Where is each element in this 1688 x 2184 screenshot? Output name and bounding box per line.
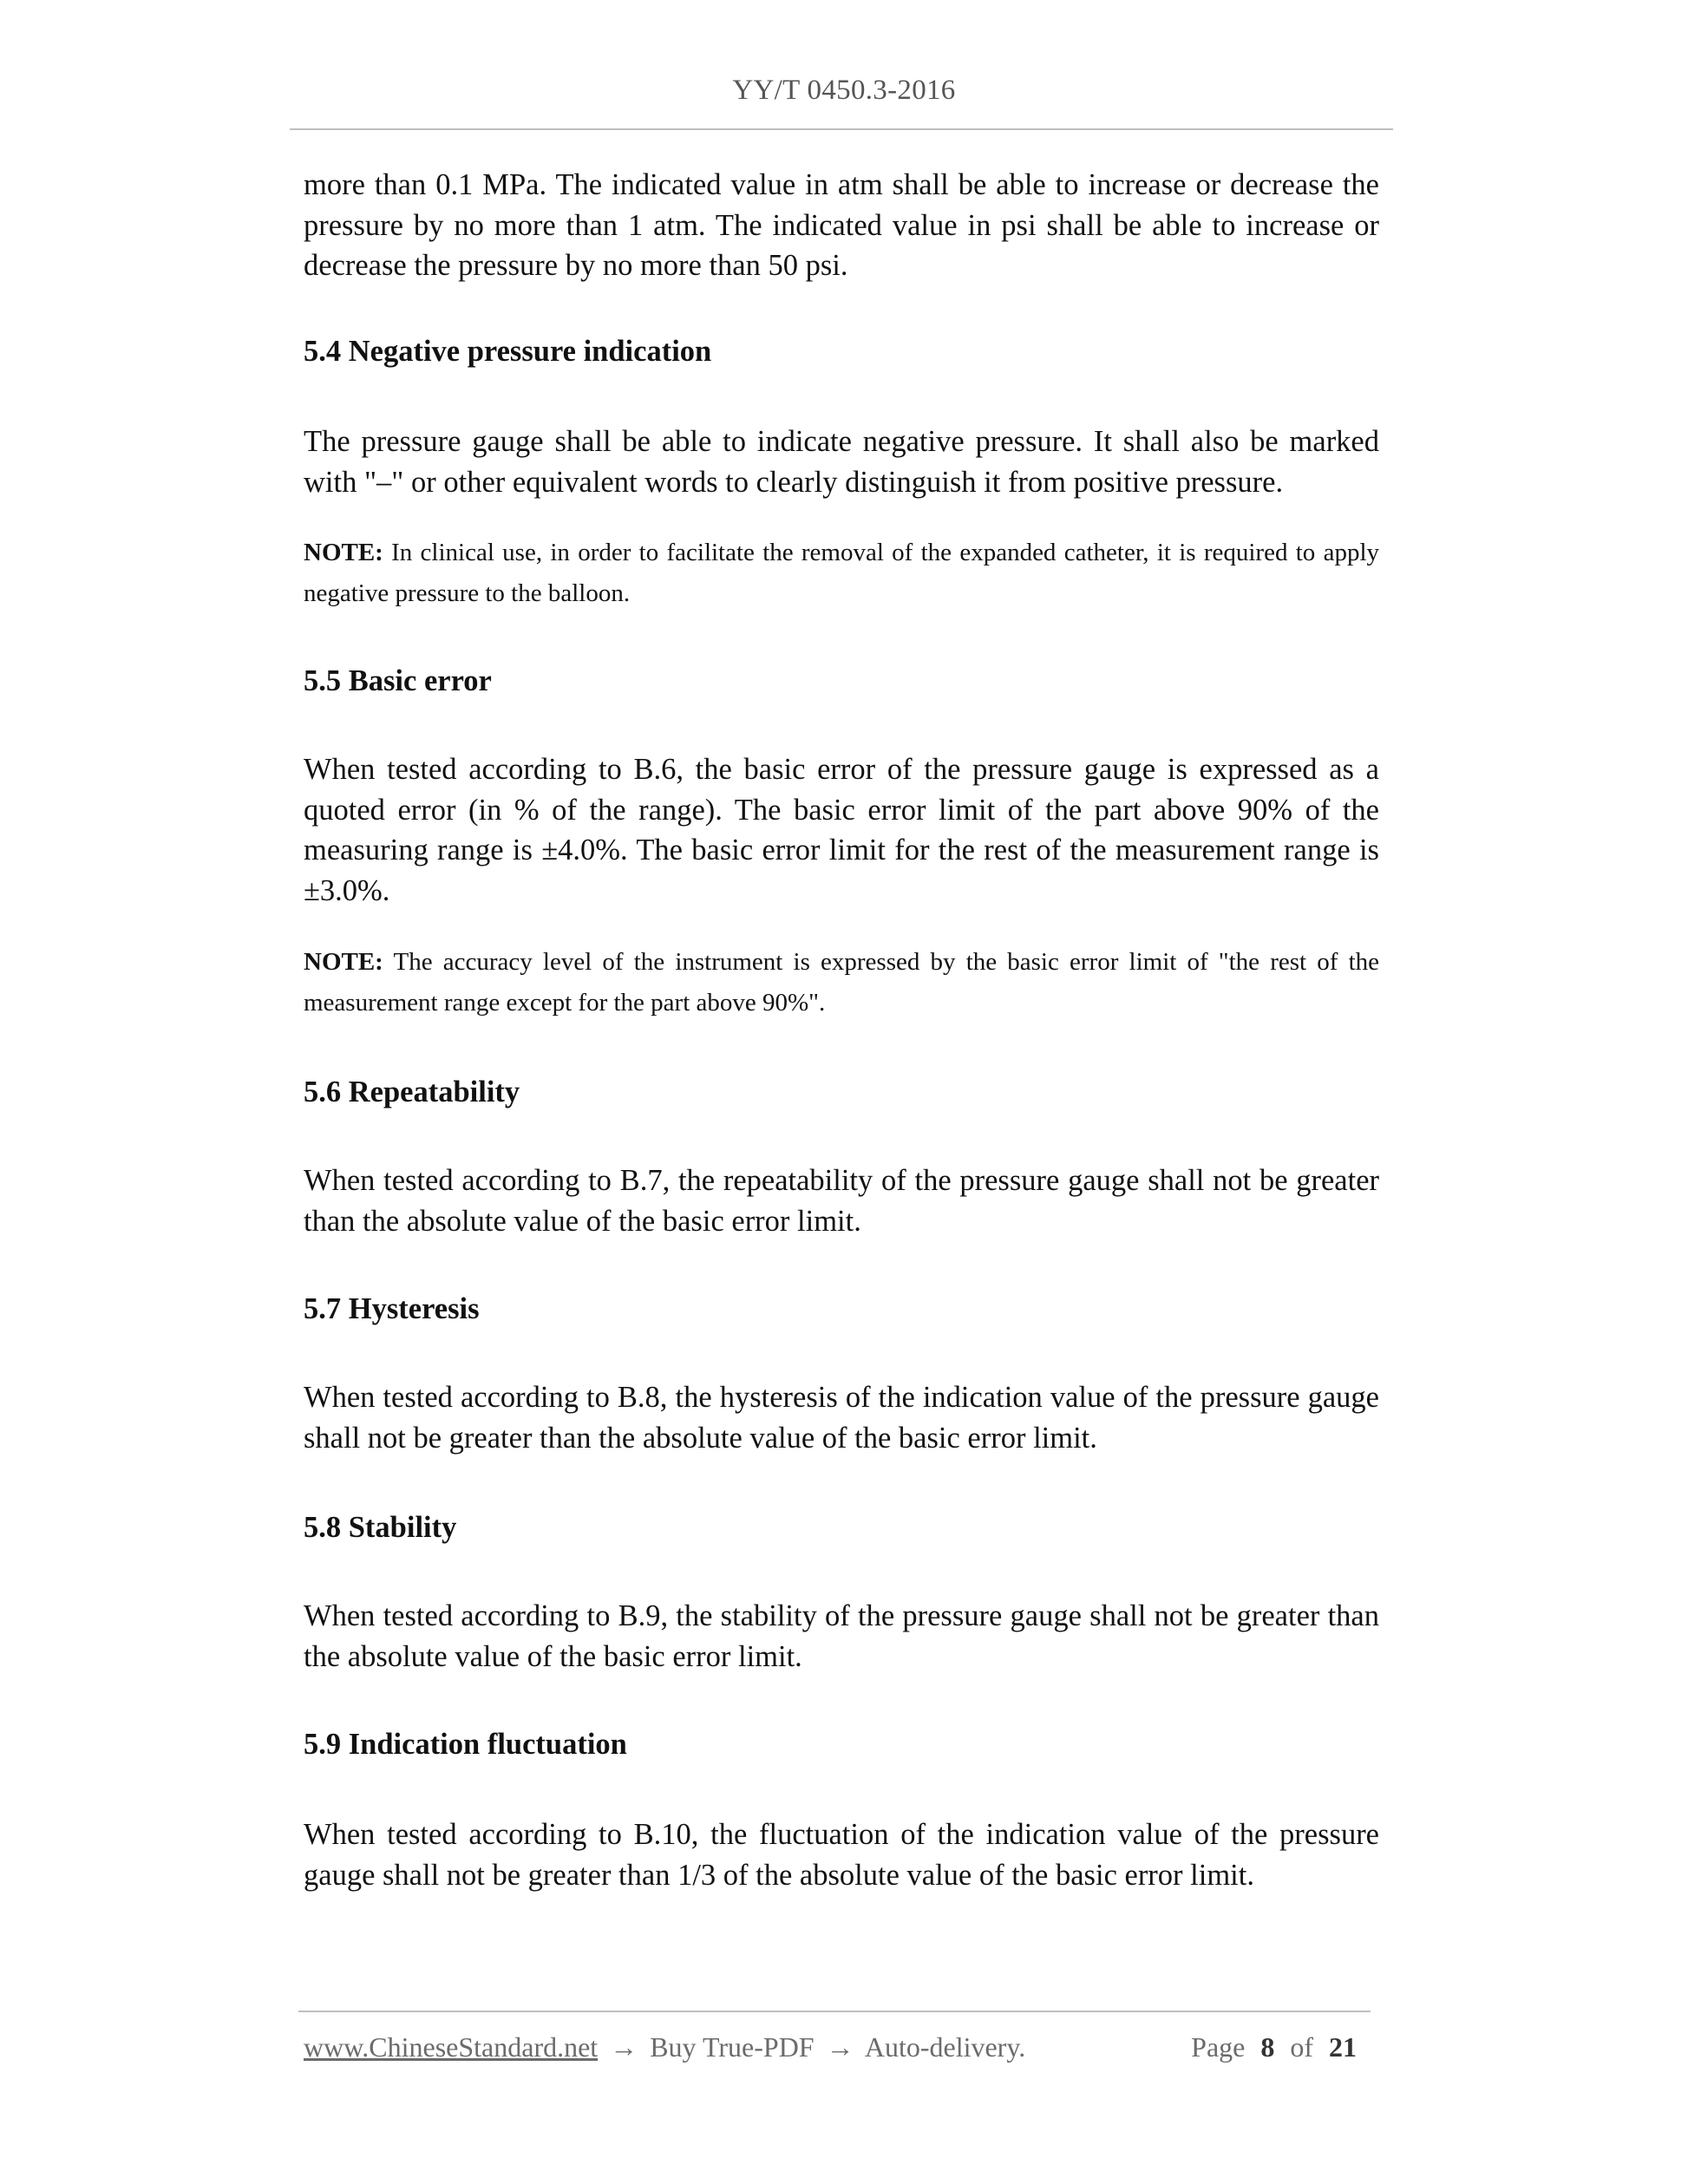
auto-delivery-text: Auto-delivery. <box>864 2031 1026 2063</box>
note-text: In clinical use, in order to facilitate the removal of the expanded catheter, it is required to apply negative pressure to the balloon. <box>304 539 1379 607</box>
note-5-5 <box>304 942 1379 1023</box>
page-indicator <box>1191 2031 1365 2063</box>
footer-divider <box>298 2011 1371 2012</box>
intro-paragraph: more than 0.1 MPa. The indicated value in atm shall be able to increase or decrease the pressure by no more than 1 atm. The indicated value in psi shall be able to increase or decrease the pressure by no more than 50 psi. <box>304 168 1379 282</box>
section-heading-5-6: 5.6 Repeatability <box>304 1076 520 1108</box>
section-heading-5-7: 5.7 Hysteresis <box>304 1292 480 1325</box>
section-text-5-4: The pressure gauge shall be able to indicate negative pressure. It shall also be marked with "–" or other equivalent words to clearly distinguish it from positive pressure. <box>304 425 1379 499</box>
arrow-right-icon: → <box>610 2031 638 2063</box>
page-label: Page <box>1191 2031 1246 2063</box>
note-label: NOTE: <box>304 948 383 976</box>
total-pages-number: 21 <box>1329 2031 1357 2063</box>
note-label: NOTE: <box>304 539 383 566</box>
buy-true-pdf-text: Buy True-PDF <box>650 2031 815 2063</box>
section-heading-5-9: 5.9 Indication fluctuation <box>304 1728 627 1761</box>
note-5-4 <box>304 533 1379 614</box>
section-text-5-5: When tested according to B.6, the basic error of the pressure gauge is expressed as a quoted error (in % of the range). The basic error limit of the part above 90% of the measuring range is ±4.0%. The basic error limit for the rest of the measurement range is ±3.0%. <box>304 753 1379 907</box>
footer-promo <box>304 2031 1025 2063</box>
header-divider <box>290 128 1393 130</box>
section-text-5-6: When tested according to B.7, the repeatability of the pressure gauge shall not be greater than the absolute value of the basic error limit. <box>304 1164 1379 1238</box>
of-label: of <box>1290 2031 1313 2063</box>
document-code-header: YY/T 0450.3-2016 <box>732 75 956 106</box>
arrow-right-icon: → <box>826 2031 854 2063</box>
current-page-number: 8 <box>1260 2031 1275 2063</box>
section-heading-5-8: 5.8 Stability <box>304 1511 457 1544</box>
section-text-5-8: When tested according to B.9, the stability of the pressure gauge shall not be greater than the absolute value of the basic error limit. <box>304 1599 1379 1673</box>
website-link[interactable]: www.ChineseStandard.net <box>304 2031 599 2063</box>
section-heading-5-4: 5.4 Negative pressure indication <box>304 335 712 368</box>
section-text-5-7: When tested according to B.8, the hysteresis of the indication value of the pressure gauge shall not be greater than the absolute value of the basic error limit. <box>304 1381 1379 1455</box>
section-heading-5-5: 5.5 Basic error <box>304 664 492 697</box>
section-text-5-9: When tested according to B.10, the fluctuation of the indication value of the pressure gauge shall not be greater than 1/3 of the absolute value of the basic error limit. <box>304 1818 1379 1892</box>
note-text: The accuracy level of the instrument is expressed by the basic error limit of "the rest of the measurement range except for the part above 90%". <box>304 948 1379 1017</box>
